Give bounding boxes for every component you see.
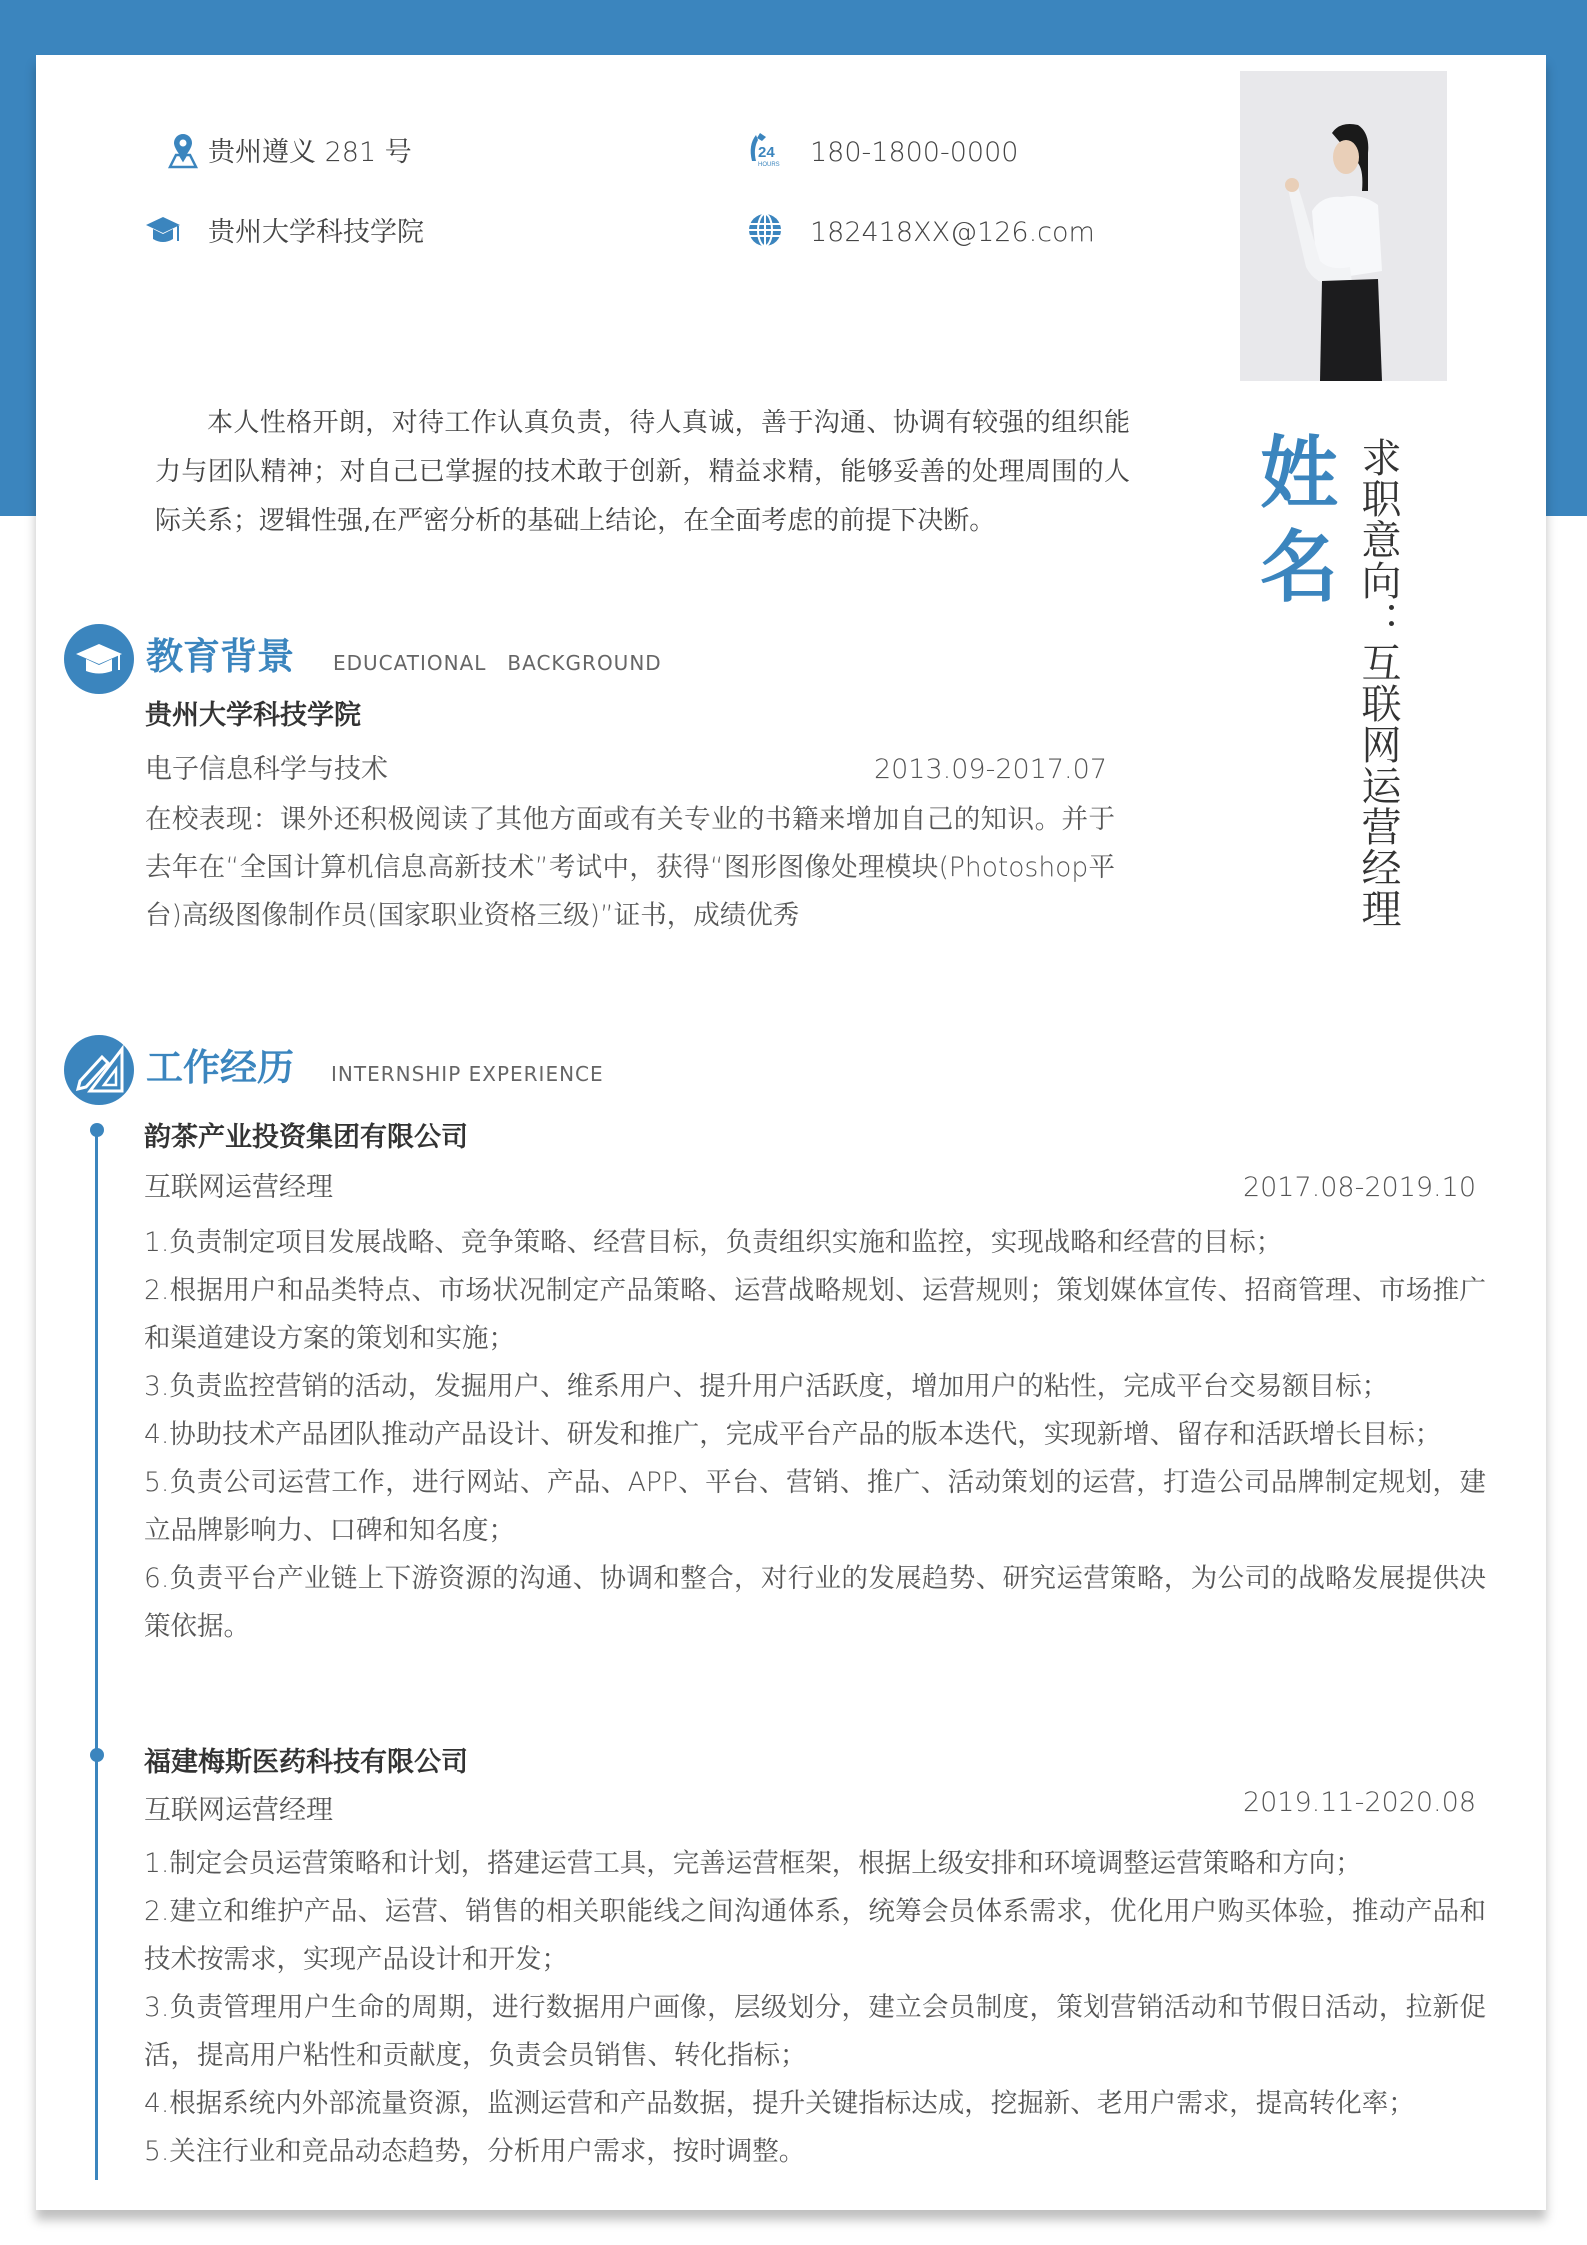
education-school: 贵州大学科技学院 xyxy=(145,700,361,731)
job-duties xyxy=(144,1840,1486,2176)
duty-item: 2.建立和维护产品、运营、销售的相关职能线之间沟通体系，统筹会员体系需求，优化用户购买体验，推动产品和技术按需求，实现产品设计和开发； xyxy=(144,1896,1486,1975)
location-pin-icon xyxy=(164,131,202,169)
job-date: 2019.11-2020.08 xyxy=(1242,1787,1476,1818)
graduation-cap-icon xyxy=(144,211,182,249)
phone-text[interactable]: 180-1800-0000 xyxy=(810,137,1019,168)
svg-text:HOURS: HOURS xyxy=(758,162,780,168)
graduation-cap-icon xyxy=(64,624,134,694)
work-title: 工作经历 xyxy=(146,1046,294,1089)
duty-item: 5.负责公司运营工作，进行网站、产品、APP、平台、营销、推广、活动策划的运营，打造公司品牌制定规划，建立品牌影响力、口碑和知名度； xyxy=(144,1467,1486,1546)
duty-item: 2.根据用户和品类特点、市场状况制定产品策略、运营战略规划、运营规则；策划媒体宣传、招商管理、市场推广和渠道建设方案的策划和实施； xyxy=(144,1275,1486,1354)
timeline-dot xyxy=(90,1748,104,1762)
address-text: 贵州遵义 281 号 xyxy=(208,137,412,168)
work-title-en: INTERNSHIP EXPERIENCE xyxy=(331,1062,604,1086)
globe-icon xyxy=(746,211,784,249)
name-char-2: 名 xyxy=(1259,523,1338,613)
person-photo-illustration xyxy=(1240,71,1447,381)
profile-photo xyxy=(1240,71,1447,381)
duty-item: 3.负责管理用户生命的周期，进行数据用户画像，层级划分，建立会员制度，策划营销活动和节假日活动，拉新促活，提高用户粘性和贡献度，负责会员销售、转化指标； xyxy=(144,1992,1486,2071)
duty-item: 4.协助技术产品团队推动产品设计、研发和推广，完成平台产品的版本迭代，实现新增、留存和活跃增长目标； xyxy=(144,1419,1442,1450)
duty-item: 4.根据系统内外部流量资源，监测运营和产品数据，提升关键指标达成，挖掘新、老用户需求，提高转化率； xyxy=(144,2088,1415,2119)
job-position: 互联网运营经理 xyxy=(144,1172,333,1203)
name-char-1: 姓 xyxy=(1259,429,1338,519)
job-company: 福建梅斯医药科技有限公司 xyxy=(144,1747,468,1778)
education-title-en: EDUCATIONAL BACKGROUND xyxy=(333,651,662,675)
education-section-badge xyxy=(64,624,134,694)
education-major: 电子信息科学与技术 xyxy=(145,754,388,785)
timeline-dot xyxy=(90,1123,104,1137)
school-text: 贵州大学科技学院 xyxy=(208,217,424,248)
summary-text: 本人性格开朗，对待工作认真负责，待人真诚，善于沟通、协调有较强的组织能力与团队精神；对自己已掌握的技术敢于创新，精益求精，能够妥善的处理周围的人际关系；逻辑性强,在严密分析的基础上结论，在全面考虑的前提下决断。 xyxy=(155,408,1130,536)
job-company: 韵茶产业投资集团有限公司 xyxy=(144,1122,468,1153)
candidate-name xyxy=(1256,427,1342,615)
email-text[interactable]: 182418XX@126.com xyxy=(810,217,1095,248)
duty-item: 6.负责平台产业链上下游资源的沟通、协调和整合，对行业的发展趋势、研究运营策略，为公司的战略发展提供决策依据。 xyxy=(144,1563,1486,1642)
phone-24-hours-icon xyxy=(746,131,784,169)
timeline-line xyxy=(95,1130,98,2180)
duty-item: 3.负责监控营销的活动，发掘用户、维系用户、提升用户活跃度，增加用户的粘性，完成平台交易额目标； xyxy=(144,1371,1389,1402)
resume-page xyxy=(36,55,1546,2210)
job-duties xyxy=(144,1219,1486,1651)
education-description: 在校表现：课外还积极阅读了其他方面或有关专业的书籍来增加自己的知识。并于去年在“全国计算机信息高新技术”考试中，获得“图形图像处理模块(Photoshop平台)高级图像制作员(国家职业资格三级)”证书，成绩优秀 xyxy=(145,804,1115,931)
job-date: 2017.08-2019.10 xyxy=(1242,1172,1476,1203)
education-date: 2013.09-2017.07 xyxy=(873,754,1107,785)
work-section-badge xyxy=(64,1035,134,1105)
job-intent: 求职意向：互联网运营经理 xyxy=(1355,437,1401,929)
duty-item: 5.关注行业和竞品动态趋势，分析用户需求，按时调整。 xyxy=(144,2136,806,2167)
pencil-ruler-icon xyxy=(64,1035,134,1105)
svg-text:24: 24 xyxy=(758,144,775,161)
education-title: 教育背景 xyxy=(146,635,294,678)
job-position: 互联网运营经理 xyxy=(144,1795,333,1826)
self-summary xyxy=(155,399,1130,546)
duty-item: 1.负责制定项目发展战略、竞争策略、经营目标，负责组织实施和监控，实现战略和经营的目标； xyxy=(144,1227,1283,1258)
duty-item: 1.制定会员运营策略和计划，搭建运营工具，完善运营框架，根据上级安排和环境调整运营策略和方向； xyxy=(144,1848,1362,1879)
